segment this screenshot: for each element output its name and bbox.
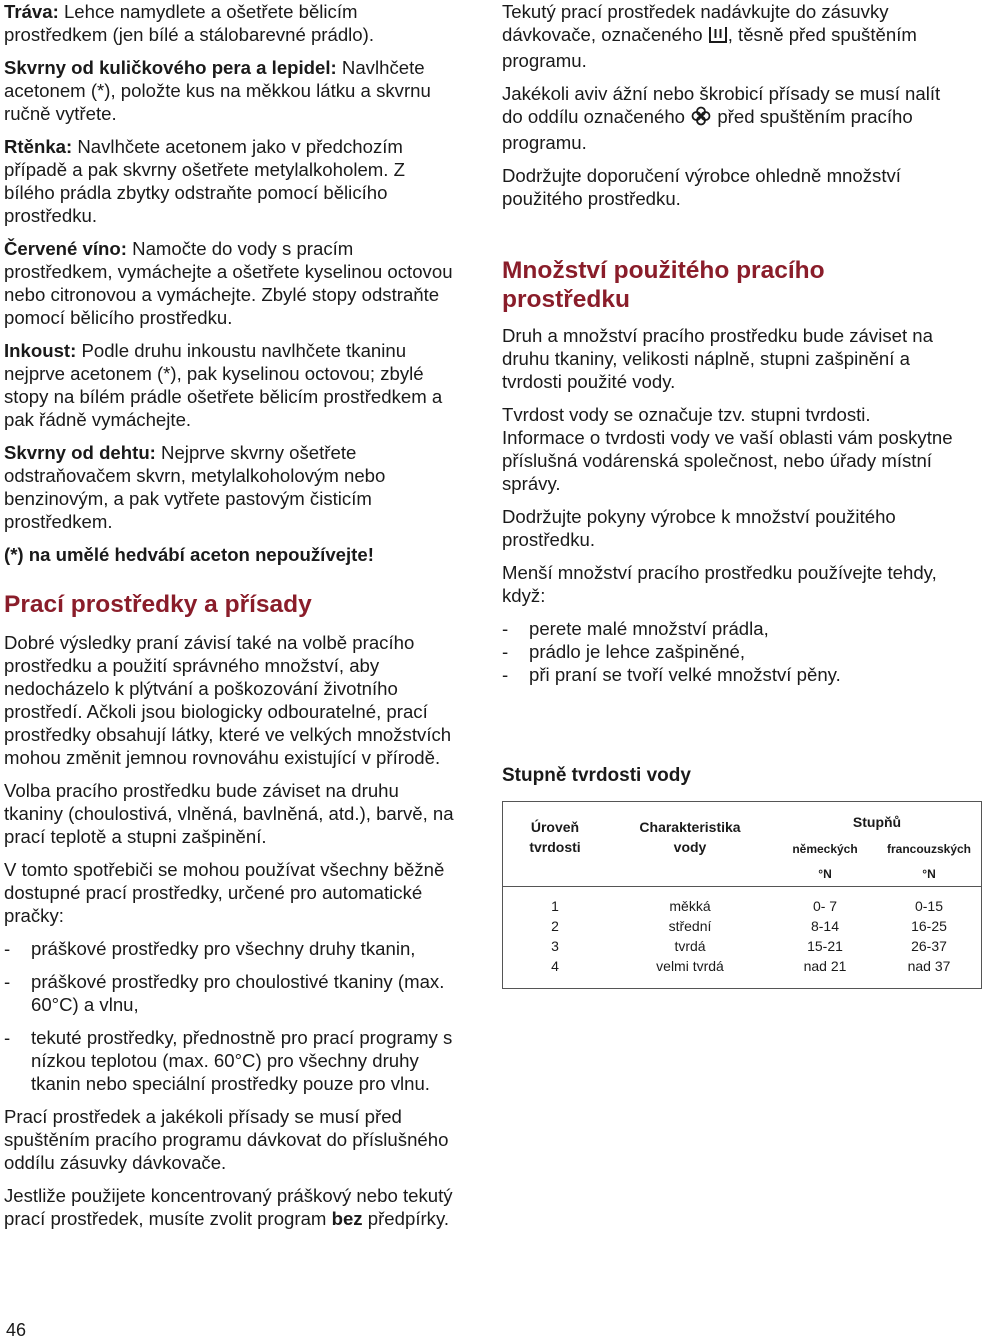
section-heading-quantity: Množství použitého pracího prostředku <box>502 257 825 313</box>
list-item: - při praní se tvoří velké množství pěny. <box>502 664 841 685</box>
table-row: 2 střední 8-14 16-25 <box>551 918 947 934</box>
detergent-types-list <box>4 937 460 1095</box>
softener-note: Jakékoli aviv ážní nebo škrobicí přísady se musí nalít do oddílu označeného před spuštěním pracího programu. <box>502 83 941 153</box>
stain-lipstick: Rtěnka: Navlhčete acetonem jako v předchozím případě a pak skvrny ošetřete metylalkoholem. Z bílého prádla zbytky odstraňte pomocí bělicího prostředku. <box>4 136 405 226</box>
table-row: 1 měkká 0- 7 0-15 <box>551 898 944 914</box>
header-unit-french: °N <box>922 866 936 881</box>
left-column <box>4 0 460 1240</box>
right-column <box>502 0 972 989</box>
hardness-table-grid <box>503 802 981 988</box>
stain-redwine: Červené víno: Namočte do vody s pracím prostředkem, vymáchejte a ošetřete kyselinou octovou nebo citronovou a vymáchejte. Zbylé stopy odstraňte pomocí bělicího prostředku. <box>4 238 453 328</box>
main-wash-compartment-icon <box>708 26 728 49</box>
stain-tar: Skvrny od dehtu: Nejprve skvrny ošetřete odstraňovačem skvrn, metylalkoholovým nebo benzinovým, a pak vytřete pastovým čisticím prostředkem. <box>4 442 386 532</box>
liquid-detergent-note: Tekutý prací prostředek nadávkujte do zásuvky dávkovače, označeného , těsně před spuštěním programu. <box>502 1 917 71</box>
follow-instructions: Dodržujte pokyny výrobce k množství použitého prostředku. <box>502 506 896 550</box>
list-item: - tekuté prostředky, přednostně pro prací programy s nízkou teplotou (max. 60°C) pro všechny druhy tkanin nebo speciální prostředky pouze pro vlnu. <box>4 1027 453 1094</box>
detergents-choice: Volba pracího prostředku bude záviset na druhu tkaniny (choulostivá, vlněná, bavlněná, atd.), barvě, na prací teplotě a stupni zašpinění. <box>4 780 454 847</box>
detergents-concentrated: Jestliže použijete koncentrovaný práškový nebo tekutý prací prostředek, musíte zvolit program bez předpírky. <box>4 1185 453 1229</box>
table-row: 4 velmi tvrdá nad 21 nad 37 <box>551 958 951 974</box>
acetone-warning: (*) na umělé hedvábí aceton nepoužívejte! <box>4 544 374 565</box>
list-item: - práškové prostředky pro všechny druhy tkanin, <box>4 938 416 959</box>
header-level: Úroveň tvrdosti <box>529 819 581 855</box>
detergents-intro: Dobré výsledky praní závisí také na volbě pracího prostředku a použití správného množství, aby nedocházelo k plýtvání a poškozování životního prostředí. Ačkoli jsou biologicky odbouratelné, prací prostředky obsahují látky, které ve velkých množstvích mohou změnit jemnou rovnováhu existující v přírodě. <box>4 632 452 768</box>
stain-ballpen: Skvrny od kuličkového pera a lepidel: Navlhčete acetonem (*), položte kus na měkkou látku a skvrnu ručně vytřete. <box>4 57 431 124</box>
stain-grass: Tráva: Lehce namydlete a ošetřete bělicím prostředkem (jen bílé a stálobarevné prádlo). <box>4 1 375 45</box>
header-unit-german: °N <box>818 866 832 881</box>
less-detergent-intro: Menší množství pracího prostředku používejte tehdy, když: <box>502 562 937 606</box>
list-item: - prádlo je lehce zašpiněné, <box>502 641 746 662</box>
list-item: - perete malé množství prádla, <box>502 618 769 639</box>
manufacturer-note: Dodržujte doporučení výrobce ohledně množství použitého prostředku. <box>502 165 901 209</box>
detergents-dosing: Prací prostředek a jakékoli přísady se musí před spuštěním pracího programu dávkovat do příslušného oddílu zásuvky dávkovače. <box>4 1106 449 1173</box>
quantity-intro: Druh a množství pracího prostředku bude záviset na druhu tkaniny, velikosti náplně, stupni zašpinění a tvrdosti použité vody. <box>502 325 933 392</box>
softener-flower-icon <box>690 106 712 131</box>
header-characteristic: Charakteristika vody <box>639 819 741 855</box>
list-item: - práškové prostředky pro choulostivé tkaniny (max. 60°C) a vlnu, <box>4 971 445 1015</box>
table-row: 3 tvrdá 15-21 26-37 <box>551 938 947 954</box>
page-number: 46 <box>6 1320 27 1340</box>
less-detergent-list <box>502 617 958 686</box>
table-title: Stupně tvrdosti vody <box>502 765 691 786</box>
section-heading-detergents: Prací prostředky a přísady <box>4 591 312 618</box>
detergents-types-intro: V tomto spotřebiči se mohou používat všechny běžně dostupné prací prostředky, určené pro automatické pračky: <box>4 859 445 926</box>
header-degrees: Stupňů <box>852 814 902 830</box>
hardness-info: Tvrdost vody se označuje tzv. stupni tvrdosti. Informace o tvrdosti vody ve vaší oblasti vám poskytne příslušná vodárenská společnost, nebo úřady místní správy. <box>502 404 953 494</box>
header-french: francouzských <box>886 842 972 856</box>
stain-ink: Inkoust: Podle druhu inkoustu navlhčete tkaninu nejprve acetonem (*), pak kyselinou octovou; zbylé stopy na bílém prádle ošetřete bělicím prostředkem a pak řádně vymáchejte. <box>4 340 443 430</box>
hardness-table <box>502 801 982 989</box>
header-german: německých <box>792 842 858 856</box>
